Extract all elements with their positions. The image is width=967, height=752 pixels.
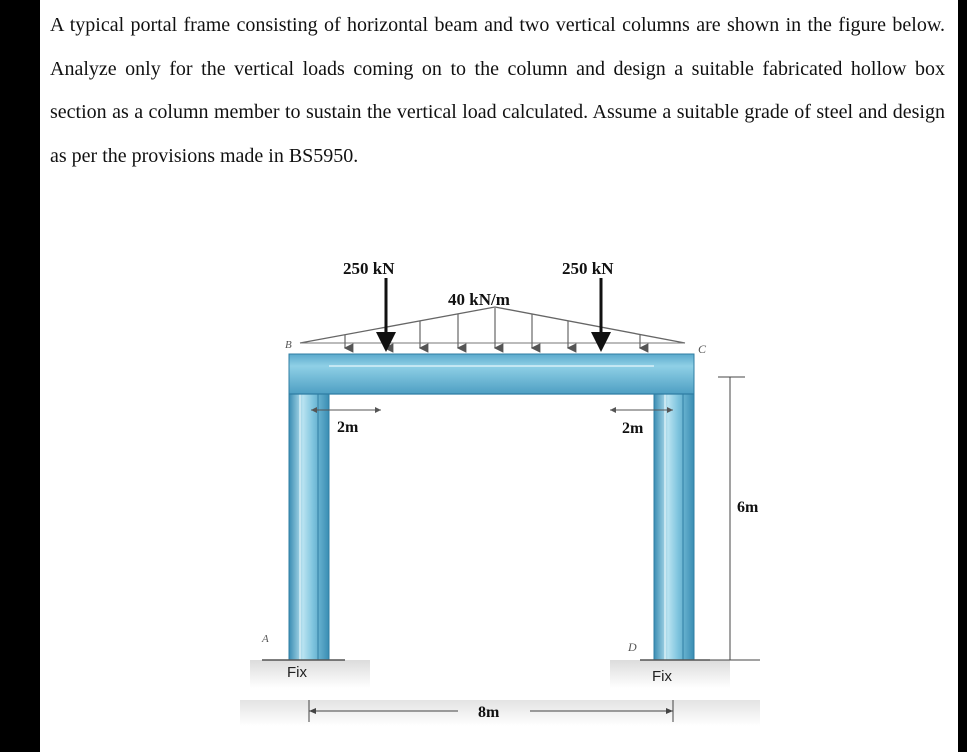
udl-label: 40 kN/m [448, 290, 510, 309]
height-label: 6m [737, 499, 759, 516]
point-load-right [591, 278, 611, 352]
right-offset-label: 2m [622, 420, 644, 437]
distributed-load [300, 307, 685, 348]
ground [240, 660, 760, 726]
right-column [654, 356, 694, 660]
point-load-left [376, 278, 396, 352]
node-b-label: B [285, 339, 292, 351]
left-column [289, 356, 329, 660]
right-support-label: Fix [652, 668, 672, 685]
left-support-label: Fix [287, 664, 307, 681]
point-load-left-label: 250 kN [343, 259, 395, 278]
node-a-label: A [262, 633, 269, 645]
beam [289, 354, 694, 394]
node-d-label: D [628, 640, 637, 654]
span-label: 8m [478, 704, 500, 721]
point-load-right-label: 250 kN [562, 259, 614, 278]
left-offset-label: 2m [337, 419, 359, 436]
node-c-label: C [698, 342, 707, 356]
height-dimension [700, 377, 760, 660]
problem-statement: A typical portal frame consisting of horizontal beam and two vertical columns are shown in the figure below. Analyze only for the vertical loads coming on to the column and design a suitable fabricated hollow box section as a column member to sustain the vertical load calculated. Assume a suitable grade of steel and design as per the provisions made in BS5950. [50, 14, 945, 167]
